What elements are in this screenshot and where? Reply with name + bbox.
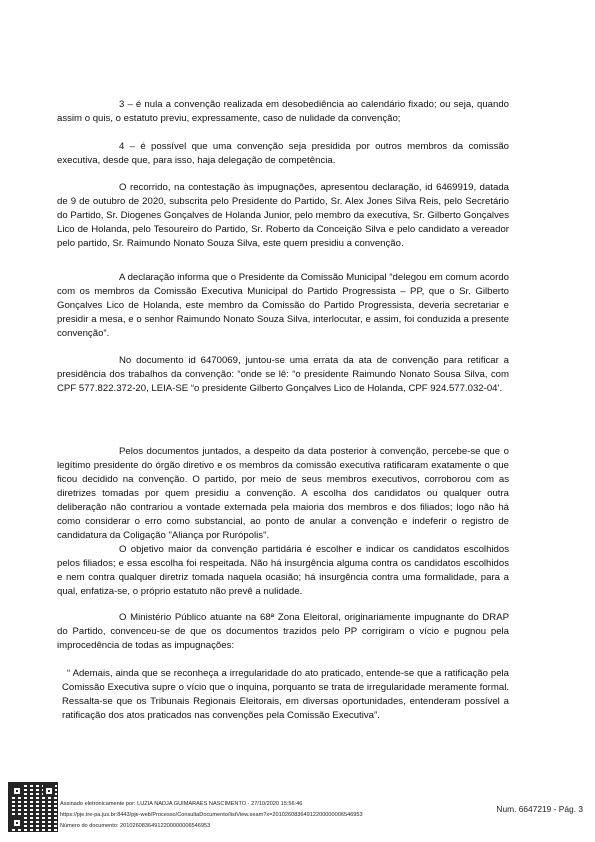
document-number: Número do documento: 20102608364912200000006546953: [60, 823, 211, 829]
paragraph-ministerio-publico: [57, 611, 509, 653]
paragraph-text: O Ministério Público atuante na 68ª Zona Eleitoral, originariamente impugnante do DRAP do Partido, convenceu-se de que os documentos trazidos pelo PP corrigiram o vício e pugnou pela improcedência de todas as impugnações:: [57, 612, 509, 651]
paragraph-text: A declaração informa que o Presidente da Comissão Municipal “delegou em comum acordo com os membros da Comissão Executiva Municipal do Partido Progressista – PP, que o Sr. Gilberto Gonçalves Lico de Holanda, este membro da Comissão do Partido Progressista, deveria secretariar e presidir a mesa, e o senhor Raimundo Nonato Souza Silva, interlocutar, e assim, foi conduzida a presente convenção”.: [57, 272, 509, 339]
qr-code-icon: [8, 782, 58, 832]
paragraph-item-3: [57, 98, 509, 126]
paragraph-text: O objetivo maior da convenção partidária é escolher e indicar os candidatos escolhidos pelos filiados; e essa escolha foi respeitada. Não há insurgência alguma contra os candidatos escolhidos e nem contra qualquer diretriz tomada naquela ocasião; há insurgência contra uma formalidade, para a qual, enfatiza-se, o próprio estatuto não prevê a nulidade.: [57, 544, 509, 597]
paragraph-item-4: [57, 140, 509, 168]
document-footer: [0, 782, 595, 842]
signature-line: Assinado eletronicamente por: LUZIA NADJA GUIMARAES NASCIMENTO - 27/10/2020 15:56:46: [60, 801, 303, 807]
paragraph-text: Pelos documentos juntados, a despeito da data posterior à convenção, percebe-se que o legítimo presidente do órgão diretivo e os membros da comissão executiva ratificaram exatamente o que ficou decidido na convenção. O partido, por meio de seus membros executivos, corroborou com as diretrizes tomadas por quem presidiu a convenção. A escolha dos candidatos ou qualquer outra deliberação não contrariou a vontade externada pela maioria dos membros e dos filiados; logo não há como considerar o erro como substancial, ao ponto de anular a convenção e indeferir o registro de candidatura da Coligação "Aliança por Rurópolis".: [57, 446, 509, 541]
paragraph-text: 4 – é possível que uma convenção seja presidida por outros membros da comissão executiva, desde que, para isso, haja delegação de competência.: [57, 141, 509, 166]
paragraph-declaration: [57, 181, 509, 251]
paragraph-text: No documento id 6470069, juntou-se uma errata da ata de convenção para retificar a presidência dos trabalhos da convenção: “onde se lê: “o presidente Raimundo Nonato Sousa Silva, com CPF 577.822.372-20, LEIA-SE “o presidente Gilberto Gonçalves Lico de Holanda, CPF 924.577.032-04’.: [57, 355, 509, 394]
paragraph-text: O recorrido, na contestação às impugnações, apresentou declaração, id 6469919, datada de 9 de outubro de 2020, subscrita pelo Presidente do Partido, Sr. Alex Jones Silva Reis, pelo Secretário do Partido, Sr. Diogenes Gonçalves de Holanda Junior, pelo membro da executiva, Sr. Gilberto Gonçalves Lico de Holanda, pelo Tesoureiro do Partido, Sr. Roberto da Conceição Silva e pelo candidato a vereador pelo partido, Sr. Raimundo Nonato Souza Silva, este quem presidiu a convenção.: [57, 182, 509, 249]
paragraph-declaration-content: [57, 271, 509, 341]
document-url[interactable]: https://pje.tre-pa.jus.br:8443/pje-web/Processo/ConsultaDocumento/listView.seam?x=20102608364912200000006546953: [60, 812, 363, 818]
page-number: Num. 6647219 - Pág. 3: [496, 804, 583, 814]
paragraph-text: 3 – é nula a convenção realizada em desobediência ao calendário fixado; ou seja, quando assim o quis, o estatuto previu, expressamente, caso de nulidade da convenção;: [57, 99, 509, 124]
quote-paragraph: [62, 667, 509, 723]
paragraph-objective: [57, 543, 509, 599]
paragraph-errata: [57, 354, 509, 396]
paragraph-documents: [57, 445, 509, 543]
paragraph-text: “ Ademais, ainda que se reconheça a irregularidade do ato praticado, entende-se que a ratificação pela Comissão Executiva supre o vício que o inquina, porquanto se trata de irregularidade meramente formal. Ressalta-se que os Tribunais Regionais Eleitorais, em diversas oportunidades, entenderam possível a ratificação dos atos praticados nas convenções pela Comissão Executiva”.: [62, 668, 509, 721]
